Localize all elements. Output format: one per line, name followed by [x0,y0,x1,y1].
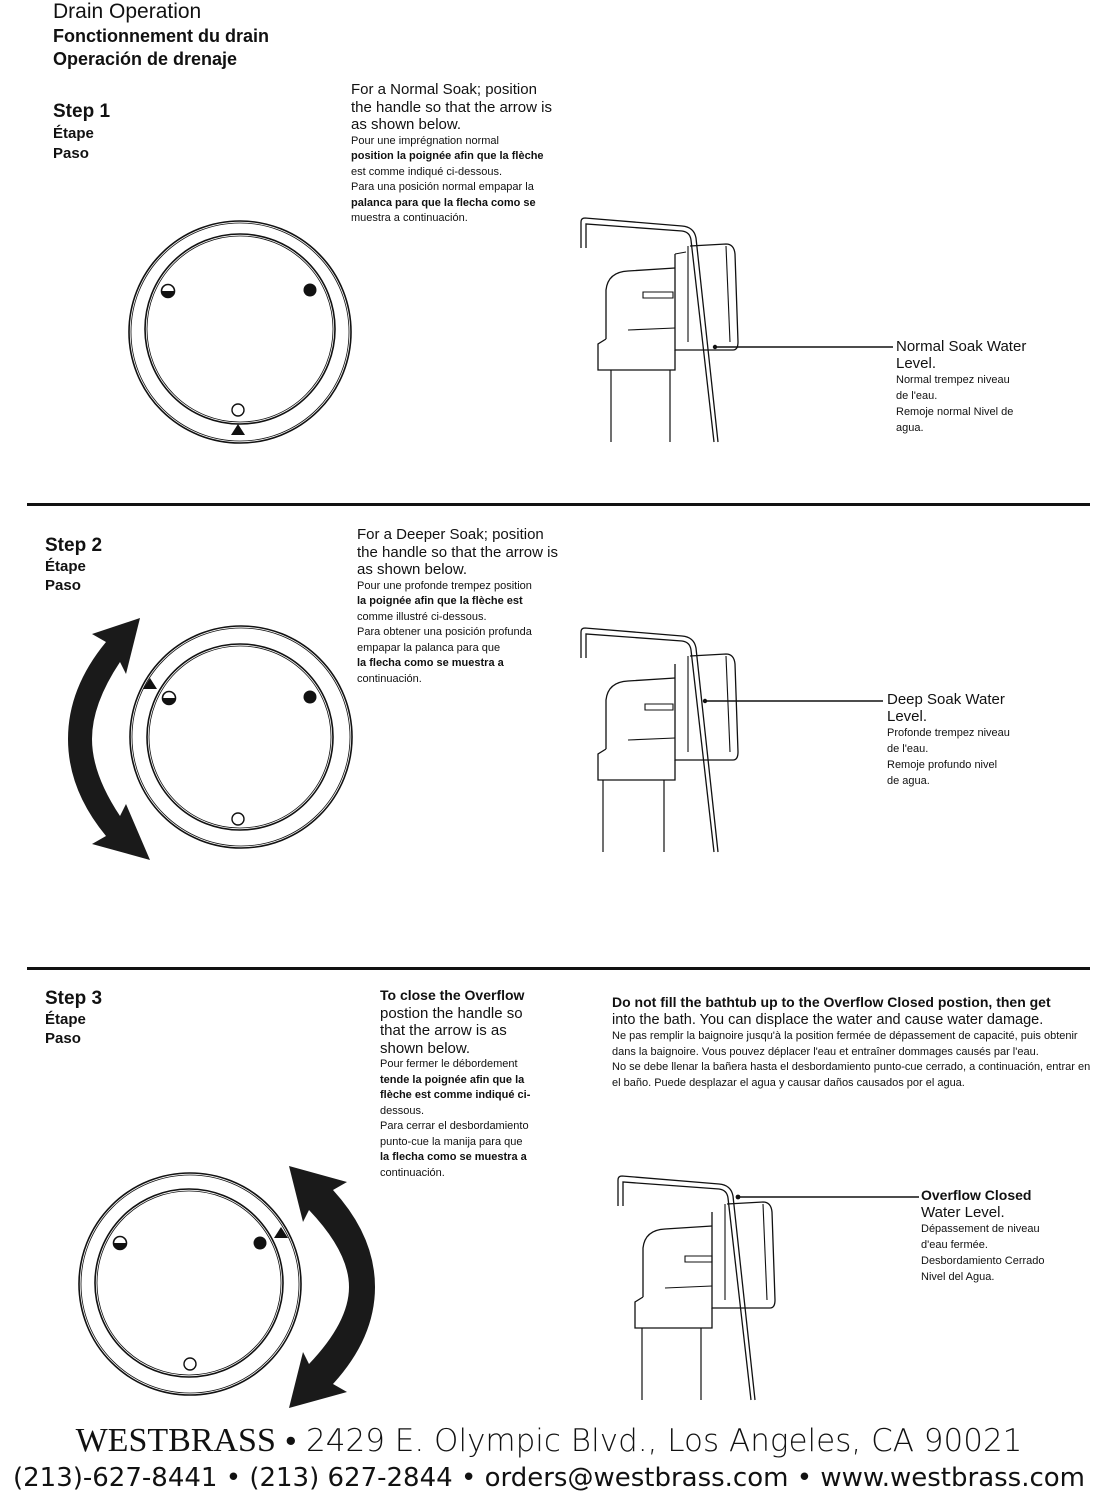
step-1-instruction-en: For a Normal Soak; position the handle so that the arrow is as shown below. [351,81,552,133]
overflow-dial-icon [77,1173,303,1395]
phone-1: (213)-627-8441 [12,1463,218,1493]
step-1-label-en-2: Level. [896,355,937,372]
overflow-dial-icon [127,222,353,444]
brand-name: WESTBRASS [75,1422,276,1459]
step-1-label-es: Remoje normal Nivel de [896,406,1014,418]
step-1-title: Step 1 [53,101,111,122]
step-3-instruction-en: postion the handle so that the arrow is as shown below. [380,1004,523,1057]
step-3-label-fr: Dépassement de niveau [921,1223,1040,1235]
step-2-instruction-es-bold: la flecha como se muestra a [357,657,504,669]
step-2-title: Step 2 [45,535,103,556]
filled-marker-icon [304,284,317,297]
step-1-instructions [351,81,561,227]
step-3-label-es-2: Nivel del Agua. [921,1271,995,1283]
overflow-side-view-icon [615,1172,785,1402]
step-3-instruction-fr: Pour fermer le débordement [380,1058,518,1070]
page-title-es: Operación de drenaje [53,49,238,69]
step-1-instruction-es: Para una posición normal empapar la [351,181,534,193]
step-3-label-en: Overflow Closed [921,1187,1032,1203]
separator: • [460,1463,477,1493]
step-1-instruction-fr: Pour une imprégnation normal [351,134,499,147]
page-title: Drain Operation [53,0,202,23]
step-1-instruction-fr-end: est comme indiqué ci-dessous. [351,165,503,178]
step-3-instruction-es: Para cerrar el desbordamiento punto-cue la manija para que [380,1120,529,1148]
step-1-label-fr-2: de l'eau. [896,390,938,402]
filled-marker-icon [304,691,317,704]
section-divider [27,967,1090,970]
step-2-instruction-es-end: continuación. [357,672,422,685]
overflow-side-view-icon [578,214,748,444]
footer-address-line [0,1420,1098,1461]
open-marker-icon [232,813,244,825]
step-3-instruction-fr-bold: tende la poignée afin que la flèche est comme indiqué ci- [380,1073,531,1101]
step-3-label-fr-2: d'eau fermée. [921,1239,988,1251]
warning-es: No se debe llenar la bañera hasta el desbordamiento punto-cue cerrado, a continuación, entrar en el baño. Puede desplazar el agua y causar daños causados por el agua. [612,1061,1091,1089]
step-2-label-fr-2: de l'eau. [887,743,929,755]
warning-en: into the bath. You can displace the water and cause water damage. [612,1011,1044,1028]
step-3-water-level-label [921,1187,1091,1285]
step-3-instructions [380,987,550,1181]
step-2-instructions [357,526,567,687]
warning-fr: Ne pas remplir la baignoire jusqu'à la position fermée de dépassement de capacité, puis obtenir dans la baignoire. Vous pouvez déplacer l'eau et entraîner dommages causés par l'eau. [612,1030,1078,1058]
warning-en-bold: Do not fill the bathtub up to the Overflow Closed postion, then get [612,994,1051,1010]
step-2-instruction-fr: Pour une profonde trempez position [357,579,532,592]
step-3-fr: Étape [45,1011,86,1028]
half-filled-marker-icon [162,285,175,298]
step-2-label-en-2: Level. [887,708,928,725]
step-2-fr: Étape [45,558,86,575]
step-1-label-es-2: agua. [896,422,924,434]
step-1-water-level-label [896,338,1076,436]
triangle-pointer-icon [231,424,245,435]
step-2-label-es-2: de agua. [887,775,930,787]
step-3-es: Paso [45,1030,81,1047]
overflow-dial-icon [128,626,354,848]
step-2-water-level-label [887,691,1067,789]
step-2-es: Paso [45,577,81,594]
step-2-instruction-fr-end: comme illustré ci-dessous. [357,610,487,623]
step-3-instruction-es-end: continuación. [380,1166,445,1179]
website-link[interactable]: www.westbrass.com [820,1463,1086,1493]
step-1-instruction-es-bold: palanca para que la flecha como se [351,196,536,209]
section-divider [27,503,1090,506]
separator: • [796,1463,813,1493]
overflow-side-view-icon [578,624,748,854]
open-marker-icon [232,404,244,416]
footer-contact-line [0,1460,1098,1496]
step-2-label-en: Deep Soak Water [887,691,1005,708]
step-1-label-en: Normal Soak Water [896,338,1027,355]
separator: • [225,1463,242,1493]
step-2-instruction-en: For a Deeper Soak; position the handle so that the arrow is as shown below. [357,526,558,578]
step-1-fr: Étape [53,125,94,142]
step-2-instruction-es: Para obtener una posición profunda [357,626,532,638]
footer-address: • 2429 E. Olympic Blvd., Los Angeles, CA 90021 [285,1423,1023,1459]
step-3-title: Step 3 [45,988,103,1009]
step-2-instruction-es-2: empapar la palanca para que [357,641,501,654]
step-1-label-fr: Normal trempez niveau [896,374,1010,386]
rotate-arrow-icon [287,1166,379,1408]
step-3-label-en-2: Water Level. [921,1204,1005,1221]
step-2-instruction-fr-bold: la poignée afin que la flèche est [357,595,523,607]
half-filled-marker-icon [163,692,176,705]
step-3-label-es: Desbordamiento Cerrado [921,1255,1045,1267]
step-1-instruction-fr-bold: position la poignée afin que la flèche [351,150,544,162]
step-2-label-es: Remoje profundo nivel [887,759,998,771]
phone-2: (213) 627-2844 [249,1463,453,1493]
email-link[interactable]: orders@westbrass.com [484,1463,789,1493]
step-3-warning [612,994,1092,1091]
step-2-label-fr: Profonde trempez niveau [887,727,1010,739]
step-3-instruction-es-bold: la flecha como se muestra a [380,1151,527,1163]
filled-marker-icon [254,1237,267,1250]
page-title-fr: Fonctionnement du drain [53,26,269,46]
step-1-instruction-es-end: muestra a continuación. [351,212,468,224]
half-filled-marker-icon [114,1237,127,1250]
open-marker-icon [184,1358,196,1370]
step-3-instruction-fr-end: dessous. [380,1104,425,1117]
step-3-instruction-en-bold: To close the Overflow [380,987,525,1003]
step-1-es: Paso [53,145,89,162]
